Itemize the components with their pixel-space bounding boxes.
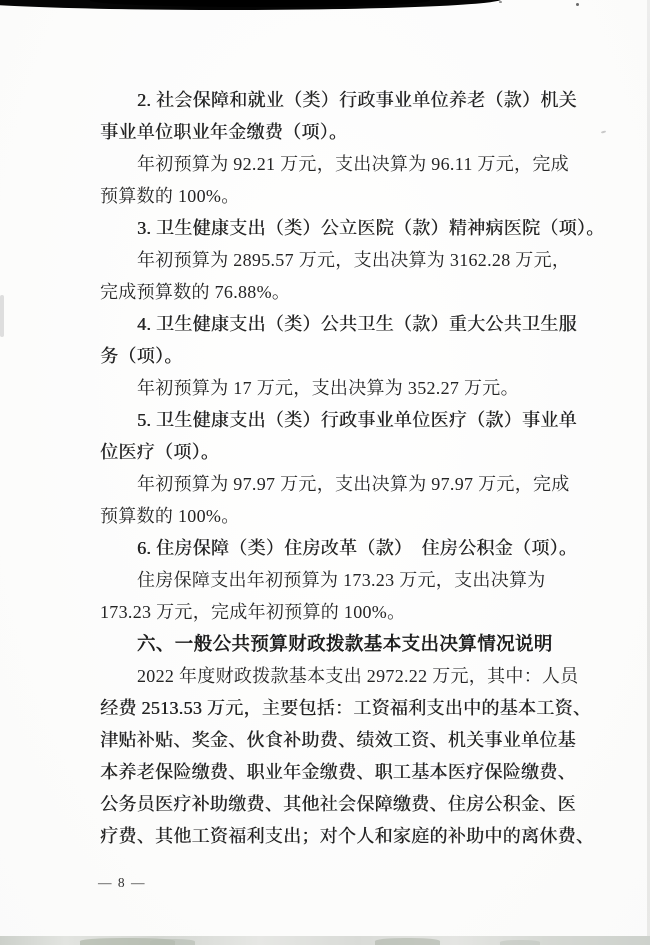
text-line: 住房保障支出年初预算为 173.23 万元，支出决算为 xyxy=(137,570,546,590)
text-line: 公务员医疗补助缴费、其他社会保障缴费、住房公积金、医 xyxy=(100,794,576,814)
text-line: 务（项）。 xyxy=(100,346,183,366)
text-line: 3. 卫生健康支出（类）公立医院（款）精神病医院（项）。 xyxy=(137,218,605,238)
text-line: 本养老保险缴费、职业年金缴费、职工基本医疗保险缴费、 xyxy=(100,762,576,782)
scan-artifact-bottom-edge xyxy=(0,936,650,945)
scan-speck xyxy=(601,130,606,133)
text-line: 年初预算为 17 万元，支出决算为 352.27 万元。 xyxy=(137,378,519,398)
text-line: 4. 卫生健康支出（类）公共卫生（款）重大公共卫生服 xyxy=(137,314,577,334)
scan-artifact-left-smudge xyxy=(0,295,4,337)
text-line: 年初预算为 2895.57 万元，支出决算为 3162.28 万元， xyxy=(137,250,571,270)
text-line: 疗费、其他工资福利支出；对个人和家庭的补助中的离休费、 xyxy=(100,826,595,846)
document-body xyxy=(100,84,605,852)
text-line: 完成预算数的 76.88%。 xyxy=(100,282,291,302)
text-line: 2. 社会保障和就业（类）行政事业单位养老（款）机关 xyxy=(137,90,577,110)
page-number: — 8 — xyxy=(98,875,146,890)
text-line: 六、一般公共预算财政拨款基本支出决算情况说明 xyxy=(137,633,553,654)
scan-smudge xyxy=(150,939,195,945)
text-line: 津贴补贴、奖金、伙食补助费、绩效工资、机关事业单位基 xyxy=(100,730,576,750)
scan-smudge xyxy=(500,940,540,945)
text-line: 年初预算为 92.21 万元，支出决算为 96.11 万元，完成 xyxy=(137,154,569,174)
text-line: 年初预算为 97.97 万元，支出决算为 97.97 万元，完成 xyxy=(137,474,570,494)
text-line: 173.23 万元，完成年初预算的 100%。 xyxy=(100,602,406,622)
text-line: 位医疗（项）。 xyxy=(100,442,220,462)
text-line: 预算数的 100%。 xyxy=(100,506,240,526)
text-line: 2022 年度财政拨款基本支出 2972.22 万元，其中：人员 xyxy=(137,666,579,686)
scan-speck xyxy=(499,1,502,3)
scan-speck xyxy=(576,3,579,6)
text-line: 6. 住房保障（类）住房改革（款） 住房公积金（项）。 xyxy=(137,538,578,558)
text-line: 预算数的 100%。 xyxy=(100,186,240,206)
text-line: 经费 2513.53 万元，主要包括：工资福利支出中的基本工资、 xyxy=(100,698,592,718)
text-line: 5. 卫生健康支出（类）行政事业单位医疗（款）事业单 xyxy=(137,410,577,430)
text-line: 事业单位职业年金缴费（项）。 xyxy=(100,122,348,142)
scan-smudge xyxy=(375,938,440,945)
